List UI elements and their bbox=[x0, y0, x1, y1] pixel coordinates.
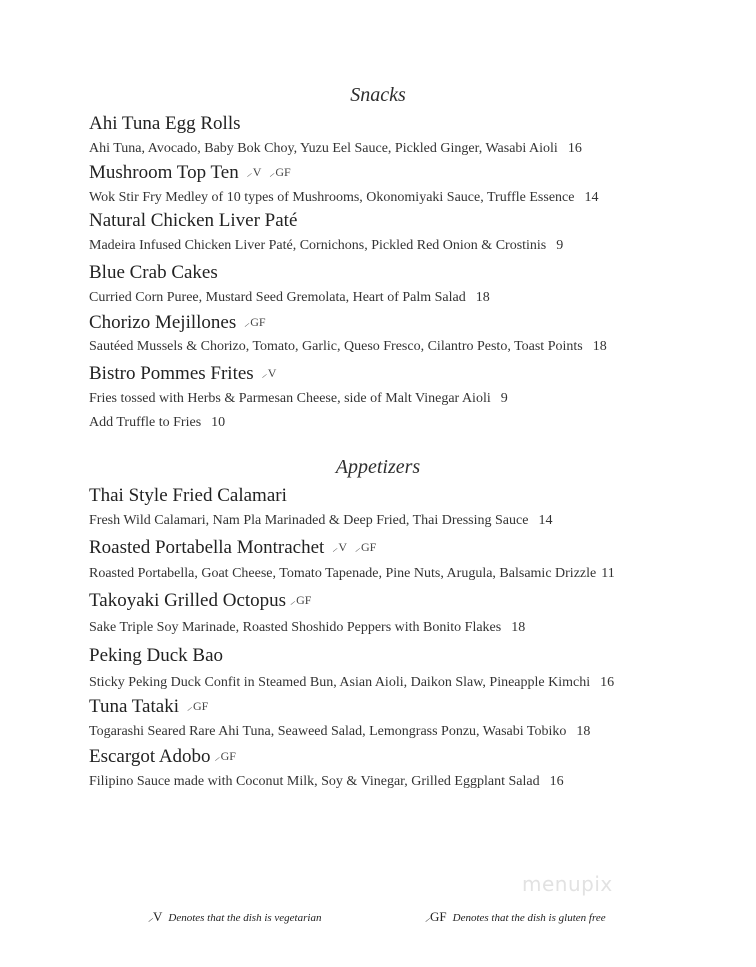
section-title-appetizers: Appetizers bbox=[335, 456, 421, 478]
menu-addon-price: 10 bbox=[211, 415, 226, 430]
menu-item-price: 18 bbox=[475, 290, 490, 305]
menu-item-price: 16 bbox=[549, 774, 564, 789]
menu-item-description: Curried Corn Puree, Mustard Seed Gremolata, Heart of Palm Salad 18 bbox=[89, 290, 490, 305]
menu-item-price: 18 bbox=[592, 339, 607, 354]
menu-item-description: Togarashi Seared Rare Ahi Tuna, Seaweed Salad, Lemongrass Ponzu, Wasabi Tobiko 18 bbox=[89, 724, 591, 739]
leaf-icon: ⸝ bbox=[186, 702, 192, 713]
leaf-icon: ⸝ bbox=[269, 168, 275, 179]
menu-item-price: 9 bbox=[556, 238, 564, 253]
menu-item-price: 18 bbox=[511, 620, 526, 635]
menu-item-name: Natural Chicken Liver Paté bbox=[89, 210, 298, 231]
menu-item-name: Tuna Tataki ⸝GF bbox=[89, 696, 209, 717]
leaf-icon: ⸝ bbox=[290, 596, 296, 607]
leaf-icon: ⸝ bbox=[261, 369, 267, 380]
menu-item-name: Mushroom Top Ten ⸝V ⸝GF bbox=[89, 162, 291, 183]
menu-item-name: Peking Duck Bao bbox=[89, 645, 224, 666]
leaf-icon: ⸝ bbox=[246, 168, 252, 179]
menu-item-name: Escargot Adobo ⸝GF bbox=[89, 746, 236, 767]
menu-item-name: Ahi Tuna Egg Rolls bbox=[89, 113, 241, 134]
menu-item-description: Filipino Sauce made with Coconut Milk, Soy & Vinegar, Grilled Eggplant Salad 16 bbox=[89, 774, 564, 789]
menu-item-description: Sake Triple Soy Marinade, Roasted Shoshido Peppers with Bonito Flakes 18 bbox=[89, 620, 526, 635]
gluten-free-tag: ⸝GF bbox=[214, 749, 236, 763]
vegetarian-tag: ⸝V bbox=[332, 540, 347, 554]
leaf-icon: ⸝ bbox=[148, 913, 153, 924]
menu-item-description: Wok Stir Fry Medley of 10 types of Mushrooms, Okonomiyaki Sauce, Truffle Essence 14 bbox=[89, 190, 599, 205]
section-title-snacks: Snacks bbox=[350, 84, 406, 106]
gluten-free-tag: ⸝GF bbox=[290, 593, 312, 607]
menu-item-price: 18 bbox=[576, 724, 591, 739]
menu-item-description: Fresh Wild Calamari, Nam Pla Marinaded & Deep Fried, Thai Dressing Sauce 14 bbox=[89, 513, 553, 528]
footnote-vegetarian: ⸝V Denotes that the dish is vegetarian bbox=[148, 909, 322, 924]
menu-item-name: Thai Style Fried Calamari bbox=[89, 485, 287, 506]
gluten-free-tag: ⸝GF bbox=[269, 165, 291, 179]
menu-item-price: 9 bbox=[500, 391, 508, 406]
vegetarian-tag: ⸝V bbox=[246, 165, 262, 179]
menu-item-price: 16 bbox=[567, 141, 582, 156]
watermark: menupix bbox=[522, 872, 613, 896]
menu-item-description: Madeira Infused Chicken Liver Paté, Cornichons, Pickled Red Onion & Crostinis 9 bbox=[89, 238, 564, 253]
menu-item-description: Sticky Peking Duck Confit in Steamed Bun, Asian Aioli, Daikon Slaw, Pineapple Kimchi 16 bbox=[89, 675, 615, 690]
vegetarian-tag: ⸝V bbox=[261, 366, 277, 380]
menu-item-description: Ahi Tuna, Avocado, Baby Bok Choy, Yuzu Eel Sauce, Pickled Ginger, Wasabi Aioli 16 bbox=[89, 141, 582, 156]
menu-item-price: 11 bbox=[601, 566, 615, 581]
leaf-icon: ⸝ bbox=[332, 543, 338, 554]
gluten-free-tag: ⸝GF bbox=[355, 540, 377, 554]
footnote-gluten-free: ⸝GF Denotes that the dish is gluten free bbox=[425, 909, 606, 924]
menu-item-description: Roasted Portabella, Goat Cheese, Tomato Tapenade, Pine Nuts, Arugula, Balsamic Drizzle 11 bbox=[89, 566, 615, 581]
gluten-free-tag: ⸝GF bbox=[186, 699, 209, 713]
leaf-icon: ⸝ bbox=[355, 543, 360, 554]
menu-item-price: 16 bbox=[600, 675, 615, 690]
menu-item-name: Takoyaki Grilled Octopus ⸝GF bbox=[89, 590, 312, 611]
menu-addon: Add Truffle to Fries 10 bbox=[89, 415, 226, 430]
menu-item-name: Chorizo Mejillones ⸝GF bbox=[89, 312, 266, 333]
menu-item-price: 14 bbox=[538, 513, 553, 528]
gluten-free-tag: ⸝GF bbox=[244, 315, 266, 329]
menu-item-description: Sautéed Mussels & Chorizo, Tomato, Garlic, Queso Fresco, Cilantro Pesto, Toast Points 18 bbox=[89, 339, 607, 354]
leaf-icon: ⸝ bbox=[244, 318, 250, 329]
menu-item-name: Roasted Portabella Montrachet ⸝V ⸝GF bbox=[89, 537, 377, 558]
menu-item-description: Fries tossed with Herbs & Parmesan Cheese, side of Malt Vinegar Aioli 9 bbox=[89, 391, 508, 406]
menu-item-name: Blue Crab Cakes bbox=[89, 262, 218, 283]
menu-item-name: Bistro Pommes Frites ⸝V bbox=[89, 363, 277, 384]
menu-item-price: 14 bbox=[584, 190, 599, 205]
leaf-icon: ⸝ bbox=[425, 913, 430, 924]
leaf-icon: ⸝ bbox=[214, 752, 220, 763]
